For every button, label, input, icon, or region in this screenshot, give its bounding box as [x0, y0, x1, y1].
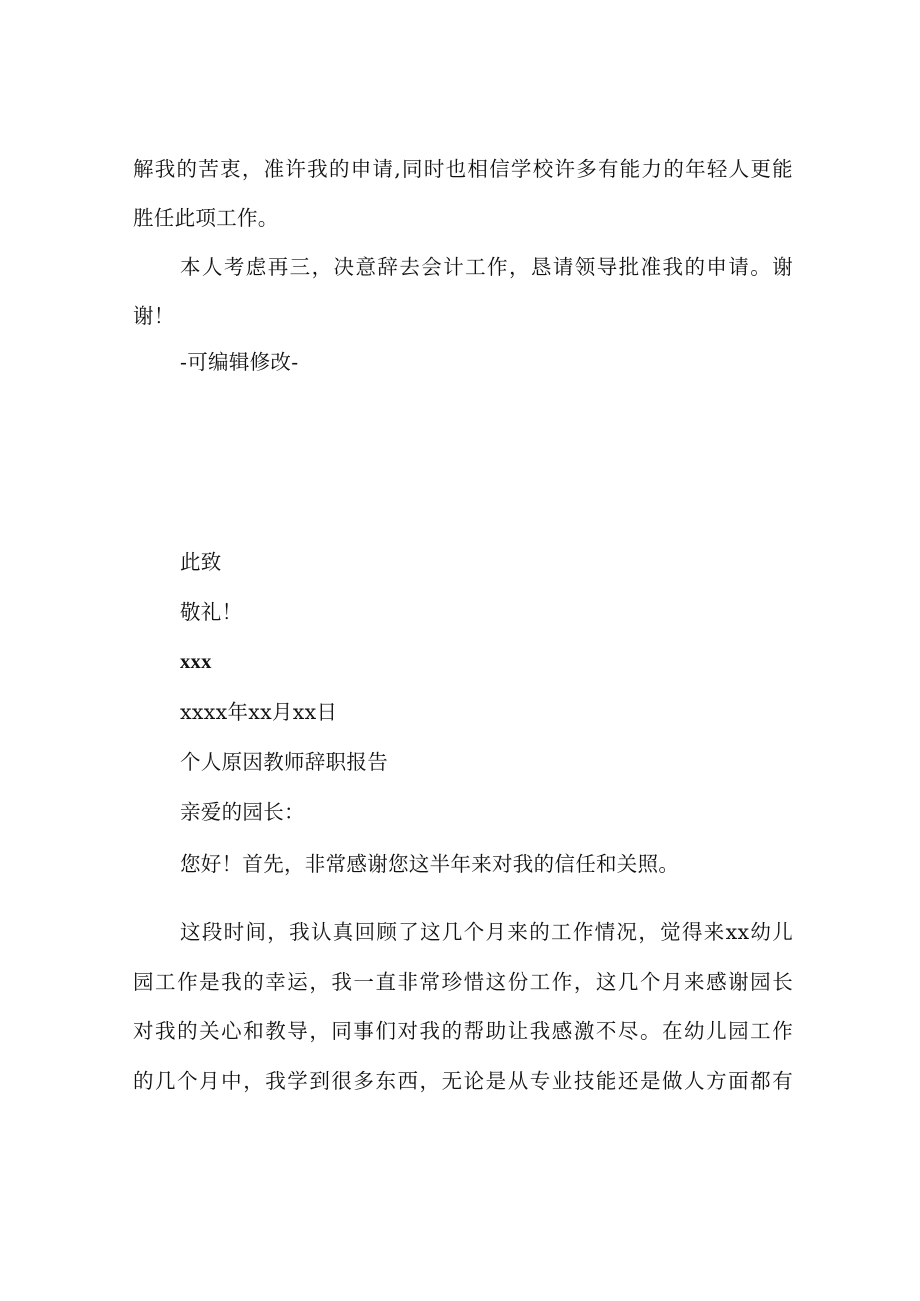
- salutation: 敬礼！: [180, 600, 243, 624]
- opening-line: 您好！首先，非常感谢您这半年来对我的信任和关照。: [180, 852, 680, 876]
- editable-note: -可编辑修改-: [180, 350, 299, 374]
- paragraph-line: 谢！: [133, 304, 175, 328]
- paragraph-line: [180, 253, 793, 281]
- closing-phrase: 此致: [180, 550, 222, 574]
- greeting: 亲爱的园长：: [180, 800, 305, 824]
- paragraph-line: 的几个月中，我学到很多东西，无论是从专业技能还是做人方面都有: [133, 1069, 793, 1093]
- paragraph-line: 对我的关心和教导，同事们对我的帮助让我感激不尽。在幼儿园工作: [133, 1019, 793, 1043]
- paragraph-line: [180, 918, 793, 946]
- report-title: 个人原因教师辞职报告: [180, 750, 388, 774]
- paragraph-line: 胜任此项工作。: [133, 206, 279, 230]
- paragraph-text: 本人考虑再三，决意辞去会计工作，恳请领导批准我的申请。谢: [180, 255, 793, 279]
- signature: xxx: [180, 651, 212, 673]
- paragraph-text: 这段时间，我认真回顾了这几个月来的工作情况，觉得来xx幼儿: [180, 920, 793, 944]
- date-line: xxxx年xx月xx日: [180, 700, 338, 724]
- paragraph-line: 解我的苦衷，准许我的申请,同时也相信学校许多有能力的年轻人更能: [133, 157, 793, 181]
- paragraph-line: 园工作是我的幸运，我一直非常珍惜这份工作，这几个月来感谢园长: [133, 970, 793, 994]
